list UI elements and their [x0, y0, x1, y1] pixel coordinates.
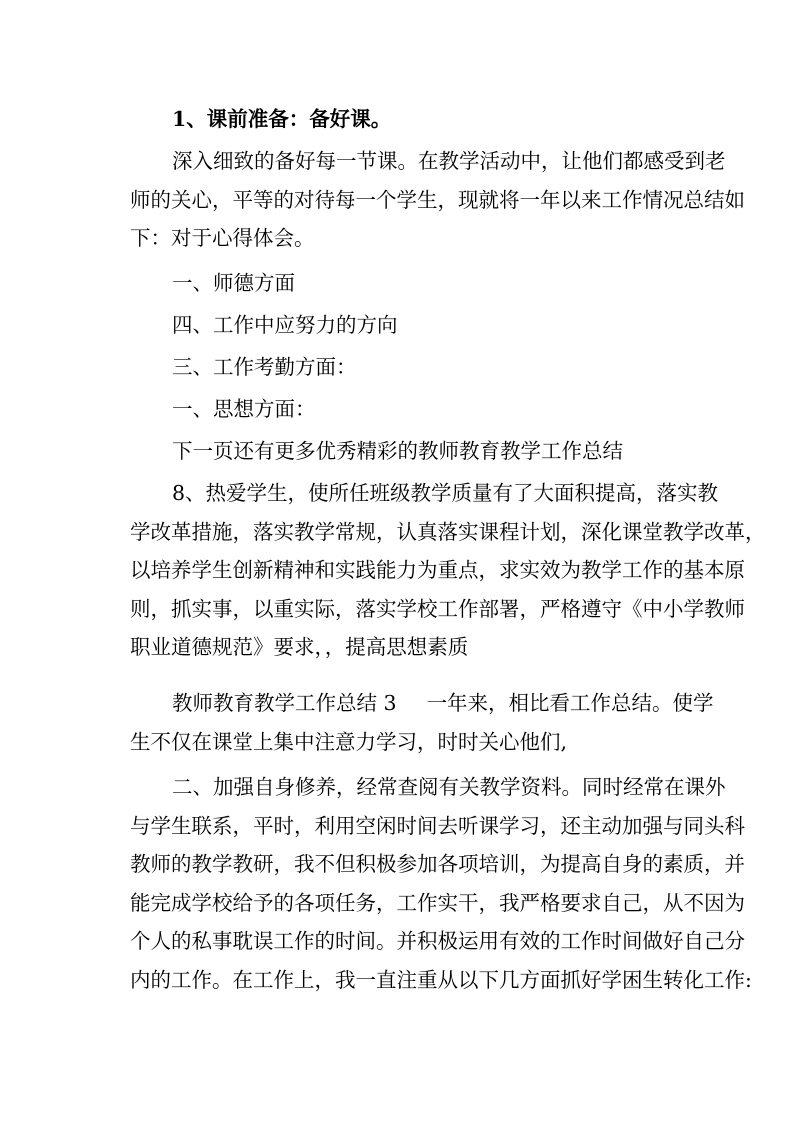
paragraph-10 [130, 768, 752, 999]
section-intro: 一年来，相比看工作总结。使学 [426, 691, 714, 715]
text-line: 学改革措施，落实教学常规，认真落实课程计划，深化课堂教学改革， [130, 519, 766, 544]
paragraph-6 [130, 390, 678, 429]
text-line: 深入细致的备好每一节课。在教学活动中，让他们都感受到老 [172, 149, 726, 173]
paragraph-1 [130, 100, 678, 139]
text-line: 以培养学生创新精神和实践能力为重点，求实效为教学工作的基本原 [130, 558, 745, 582]
text-line: 一、师德方面 [172, 271, 295, 295]
text-line: 下一页还有更多优秀精彩的教师教育教学工作总结 [172, 439, 623, 463]
text-line: 1、课前准备：备好课。 [172, 107, 392, 131]
paragraph-7 [130, 432, 678, 471]
text-line [130, 684, 714, 723]
text-line: 内的工作。在工作上，我一直注重从以下几方面抓好学困生转化工作: [130, 967, 752, 992]
text-line: 能完成学校给予的各项任务，工作实干，我严格要求自己，从不因为 [130, 890, 745, 915]
paragraph-8 [130, 474, 766, 667]
text-line: 二、加强自身修养，经常查阅有关教学资料。同时经常在课外 [172, 775, 726, 799]
paragraph-5 [130, 348, 678, 387]
text-line: 师的关心，平等的对待每一个学生，现就将一年以来工作情况总结如 [130, 187, 745, 212]
text-line: 与学生联系，平时，利用空闲时间去听课学习，还主动加强与同头科 [130, 813, 745, 838]
text-line: 则，抓实事，以重实际，落实学校工作部署，严格遵守《中小学教师 [130, 596, 745, 621]
text-line: 个人的私事耽误工作的时间。并积极运用有效的工作时间做好自己分 [130, 929, 745, 953]
paragraph-2 [130, 142, 745, 258]
text-line: 教师的教学教研，我不但积极参加各项培训，为提高自身的素质，并 [130, 852, 745, 876]
text-line: 一、思想方面： [172, 397, 316, 421]
paragraph-4 [130, 306, 678, 345]
section-heading: 教师教育教学工作总结 3 [172, 691, 397, 715]
text-line: 三、工作考勤方面： [172, 355, 357, 379]
text-line: 四、工作中应努力的方向 [172, 313, 398, 337]
text-line: 8、热爱学生，使所任班级教学质量有了大面积提高，落实教 [172, 481, 719, 505]
text-line: 生不仅在课堂上集中注意力学习，时时关心他们, [130, 729, 568, 754]
text-line: 职业道德规范》要求，，提高思想素质 [130, 635, 469, 659]
text-line: 下：对于心得体会。 [130, 226, 315, 250]
paragraph-9 [130, 684, 714, 761]
paragraph-3 [130, 264, 678, 303]
